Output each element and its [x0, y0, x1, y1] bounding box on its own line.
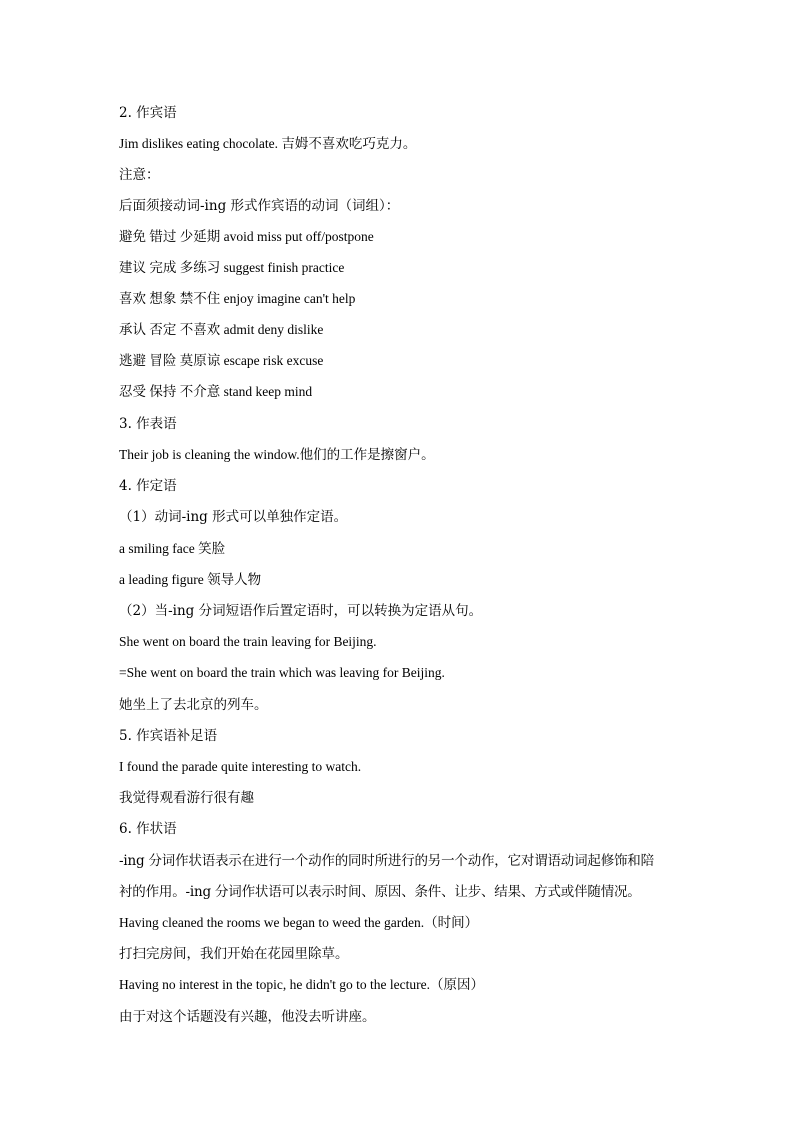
translation: 我觉得观看游行很有趣: [119, 790, 254, 806]
rule-text: -ing 分词作状语表示在进行一个动作的同时所进行的另一个动作，它对谓语动词起修饰和陪: [119, 853, 654, 869]
rule-text: 衬的作用。-ing 分词作状语可以表示时间、原因、条件、让步、结果、方式或伴随情况。: [119, 884, 641, 900]
verb-list-row: 建议 完成 多练习 suggest finish practice: [119, 260, 345, 275]
example-sentence: =She went on board the train which was leaving for Beijing.: [119, 665, 445, 680]
translation: 由于对这个话题没有兴趣，他没去听讲座。: [119, 1009, 376, 1025]
heading-object: 2. 作宾语: [119, 105, 177, 121]
note-label: 注意：: [119, 167, 160, 183]
example-sentence: Having cleaned the rooms we began to weed the garden.（时间）: [119, 915, 479, 930]
verb-list-row: 承认 否定 不喜欢 admit deny dislike: [119, 322, 324, 337]
heading-adverbial: 6. 作状语: [119, 821, 177, 837]
verb-list-row: 喜欢 想象 禁不住 enjoy imagine can't help: [119, 291, 356, 306]
verb-list-row: 避免 错过 少延期 avoid miss put off/postpone: [119, 229, 374, 244]
example-sentence: I found the parade quite interesting to watch.: [119, 759, 362, 774]
translation: 打扫完房间，我们开始在花园里除草。: [119, 946, 349, 962]
rule-text: （2）当-ing 分词短语作后置定语时，可以转换为定语从句。: [119, 603, 483, 619]
example-phrase: a leading figure 领导人物: [119, 572, 262, 587]
verb-list-row: 忍受 保持 不介意 stand keep mind: [119, 384, 313, 399]
example-sentence: Their job is cleaning the window.他们的工作是擦窗户。: [119, 447, 435, 462]
heading-predicative: 3. 作表语: [119, 416, 177, 432]
translation: 她坐上了去北京的列车。: [119, 697, 268, 713]
example-sentence: She went on board the train leaving for Beijing.: [119, 634, 377, 649]
verb-list-row: 逃避 冒险 莫原谅 escape risk excuse: [119, 353, 324, 368]
example-sentence: Jim dislikes eating chocolate. 吉姆不喜欢吃巧克力。: [119, 136, 417, 151]
example-sentence: Having no interest in the topic, he didn't go to the lecture.（原因）: [119, 977, 484, 992]
example-phrase: a smiling face 笑脸: [119, 541, 226, 556]
heading-attributive: 4. 作定语: [119, 478, 177, 494]
note-text: 后面须接动词-ing 形式作宾语的动词（词组）：: [119, 198, 400, 214]
heading-object-complement: 5. 作宾语补足语: [119, 728, 218, 744]
rule-text: （1）动词-ing 形式可以单独作定语。: [119, 509, 348, 525]
